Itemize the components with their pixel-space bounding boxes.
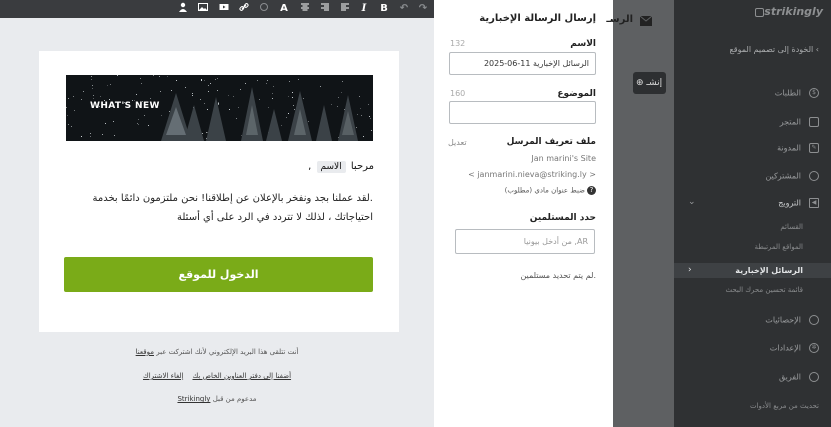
banner-image [66, 75, 373, 141]
footer-reason [0, 348, 434, 356]
align-center-icon[interactable] [298, 2, 312, 16]
sidebar-item-label: الإحصائيات [765, 315, 801, 325]
store-icon [809, 117, 819, 127]
megaphone-icon: ◀ [809, 198, 819, 208]
recipients-label: حدد المستلمين [529, 213, 596, 223]
sidebar-item-blog[interactable] [777, 143, 819, 153]
chevron-left-icon: ‹ [688, 265, 692, 275]
orders-icon: $ [809, 88, 819, 98]
blog-icon: ✎ [809, 143, 819, 153]
sender-email: < janmarini.nieva@striking.ly > [468, 170, 596, 179]
undo-icon[interactable]: ↶ [399, 3, 409, 14]
back-to-editor-link[interactable] [730, 45, 819, 54]
footer-site-link[interactable]: موقعنا [135, 348, 154, 356]
circle-icon[interactable] [257, 2, 271, 16]
name-merge-tag[interactable]: الاسم [317, 161, 346, 173]
subject-input[interactable] [449, 101, 596, 124]
align-left-icon[interactable] [338, 2, 352, 16]
unsubscribe-link[interactable]: إلغاء الاشتراك [142, 372, 184, 380]
edit-sender-link[interactable]: تعديل [448, 138, 467, 147]
bold-icon[interactable]: B [380, 3, 388, 14]
greeting-suffix: , [308, 161, 312, 172]
panel-title: إرسال الرسالة الإخبارية [479, 13, 596, 24]
user-icon[interactable] [176, 2, 190, 16]
subject-label: الموضوع [557, 89, 596, 99]
italic-icon[interactable]: I [361, 3, 367, 14]
email-card [39, 51, 399, 332]
team-icon [809, 372, 819, 382]
logo-icon [755, 8, 764, 17]
align-right-icon[interactable] [318, 2, 332, 16]
sidebar-item-settings[interactable] [770, 343, 819, 353]
sidebar-item-marketing[interactable] [778, 198, 819, 208]
sidebar-item-stats[interactable] [765, 315, 819, 325]
sidebar-item-cut[interactable]: تحديث من مربع الأدوات [750, 402, 819, 410]
editor-toolbar [0, 0, 434, 18]
powered-by-text: مدعوم من قبل [212, 395, 257, 403]
back-label: الخودة إلى تصميم الموقع [729, 45, 814, 54]
text-color-icon[interactable]: A [280, 3, 288, 14]
sender-site-name: Jan marini's Site [531, 154, 596, 163]
sidebar-item-label: المدونة [777, 143, 801, 153]
video-icon[interactable] [217, 2, 231, 16]
greeting [308, 161, 374, 173]
footer-links [0, 372, 434, 380]
sidebar-item-label: المتجر [779, 117, 801, 127]
brand-link[interactable]: Strikingly [177, 395, 211, 403]
stats-icon [809, 315, 819, 325]
sidebar-item-store[interactable] [780, 117, 819, 127]
chevron-right-icon: › [815, 45, 819, 54]
sidebar-subitem-linked-sites[interactable]: المواقع المرتبطة [754, 243, 803, 251]
create-button[interactable]: ⊕ إنشـ [633, 72, 666, 94]
sender-address-text: ضبط عنوان مادي (مطلوب) [504, 186, 585, 195]
name-label: الاسم [570, 39, 596, 49]
add-contact-link[interactable]: أضفنا إلى دفتر العناوين الخاص بك [192, 372, 292, 380]
sidebar-item-orders[interactable] [775, 88, 819, 98]
create-button-label: إنشـ [646, 78, 663, 88]
subject-char-count: 160 [450, 89, 466, 98]
redo-icon[interactable]: ↷ [418, 3, 428, 14]
image-icon[interactable] [196, 2, 210, 16]
sender-profile-label: ملف تعريف المرسل [506, 137, 596, 147]
sidebar-subitem-coupons[interactable]: القسائم [780, 223, 803, 231]
help-icon[interactable]: ? [587, 186, 596, 195]
sidebar-subitem-newsletters[interactable]: الرسائل الإخبارية [735, 266, 803, 275]
settings-icon: ✲ [809, 343, 819, 353]
sidebar-item-label: الطلبات [774, 88, 801, 98]
overlay-title-fragment: الرسـ [606, 14, 633, 25]
chevron-down-icon[interactable]: ⌄ [688, 197, 696, 207]
greeting-prefix: مرحبا [350, 161, 374, 172]
sidebar-item-subscribers[interactable] [765, 171, 819, 181]
footer-reason-text: أنت تتلقى هذا البريد الإلكتروني لأنك اشتركت عبر [156, 348, 299, 356]
sidebar-item-label: الإعدادات [769, 343, 801, 353]
sidebar-subitem-seo[interactable]: قائمة تحسين محرك البحث [725, 286, 803, 294]
logo-text: strikingly [764, 5, 823, 18]
sidebar-item-team[interactable] [779, 372, 819, 382]
email-body-text[interactable]: .لقد عملنا بجد ونفخر بالإعلان عن إطلاقنا! نحن ملتزمون دائمًا بخدمة احتياجاتك ، لذلك لا تتردد في الرد على أي أسئلة [92, 193, 373, 223]
name-input[interactable]: 2025-06-11 الرسائل الإخبارية [449, 52, 596, 75]
link-icon[interactable] [237, 2, 251, 16]
sender-address-note[interactable] [505, 186, 596, 195]
mail-icon [640, 15, 652, 29]
sidebar-item-label: الفريق [778, 372, 801, 382]
logo [752, 5, 823, 18]
background-page-overlay [606, 0, 674, 427]
subscribers-icon [809, 171, 819, 181]
newsletter-form-panel [434, 0, 613, 427]
sidebar [674, 0, 831, 427]
name-char-count: 132 [450, 39, 466, 48]
visit-site-button[interactable]: الدخول للموقع [64, 257, 373, 292]
no-recipients-message: .لم يتم تحديد مستلمين [520, 271, 596, 280]
banner-heading: WHAT'S NEW [90, 101, 160, 111]
sidebar-item-label: المشتركين [765, 171, 801, 181]
recipients-input[interactable]: AR, من أدخل بيونيا [455, 229, 595, 254]
footer-powered [0, 395, 434, 403]
sidebar-item-label: الترويج [778, 198, 801, 208]
